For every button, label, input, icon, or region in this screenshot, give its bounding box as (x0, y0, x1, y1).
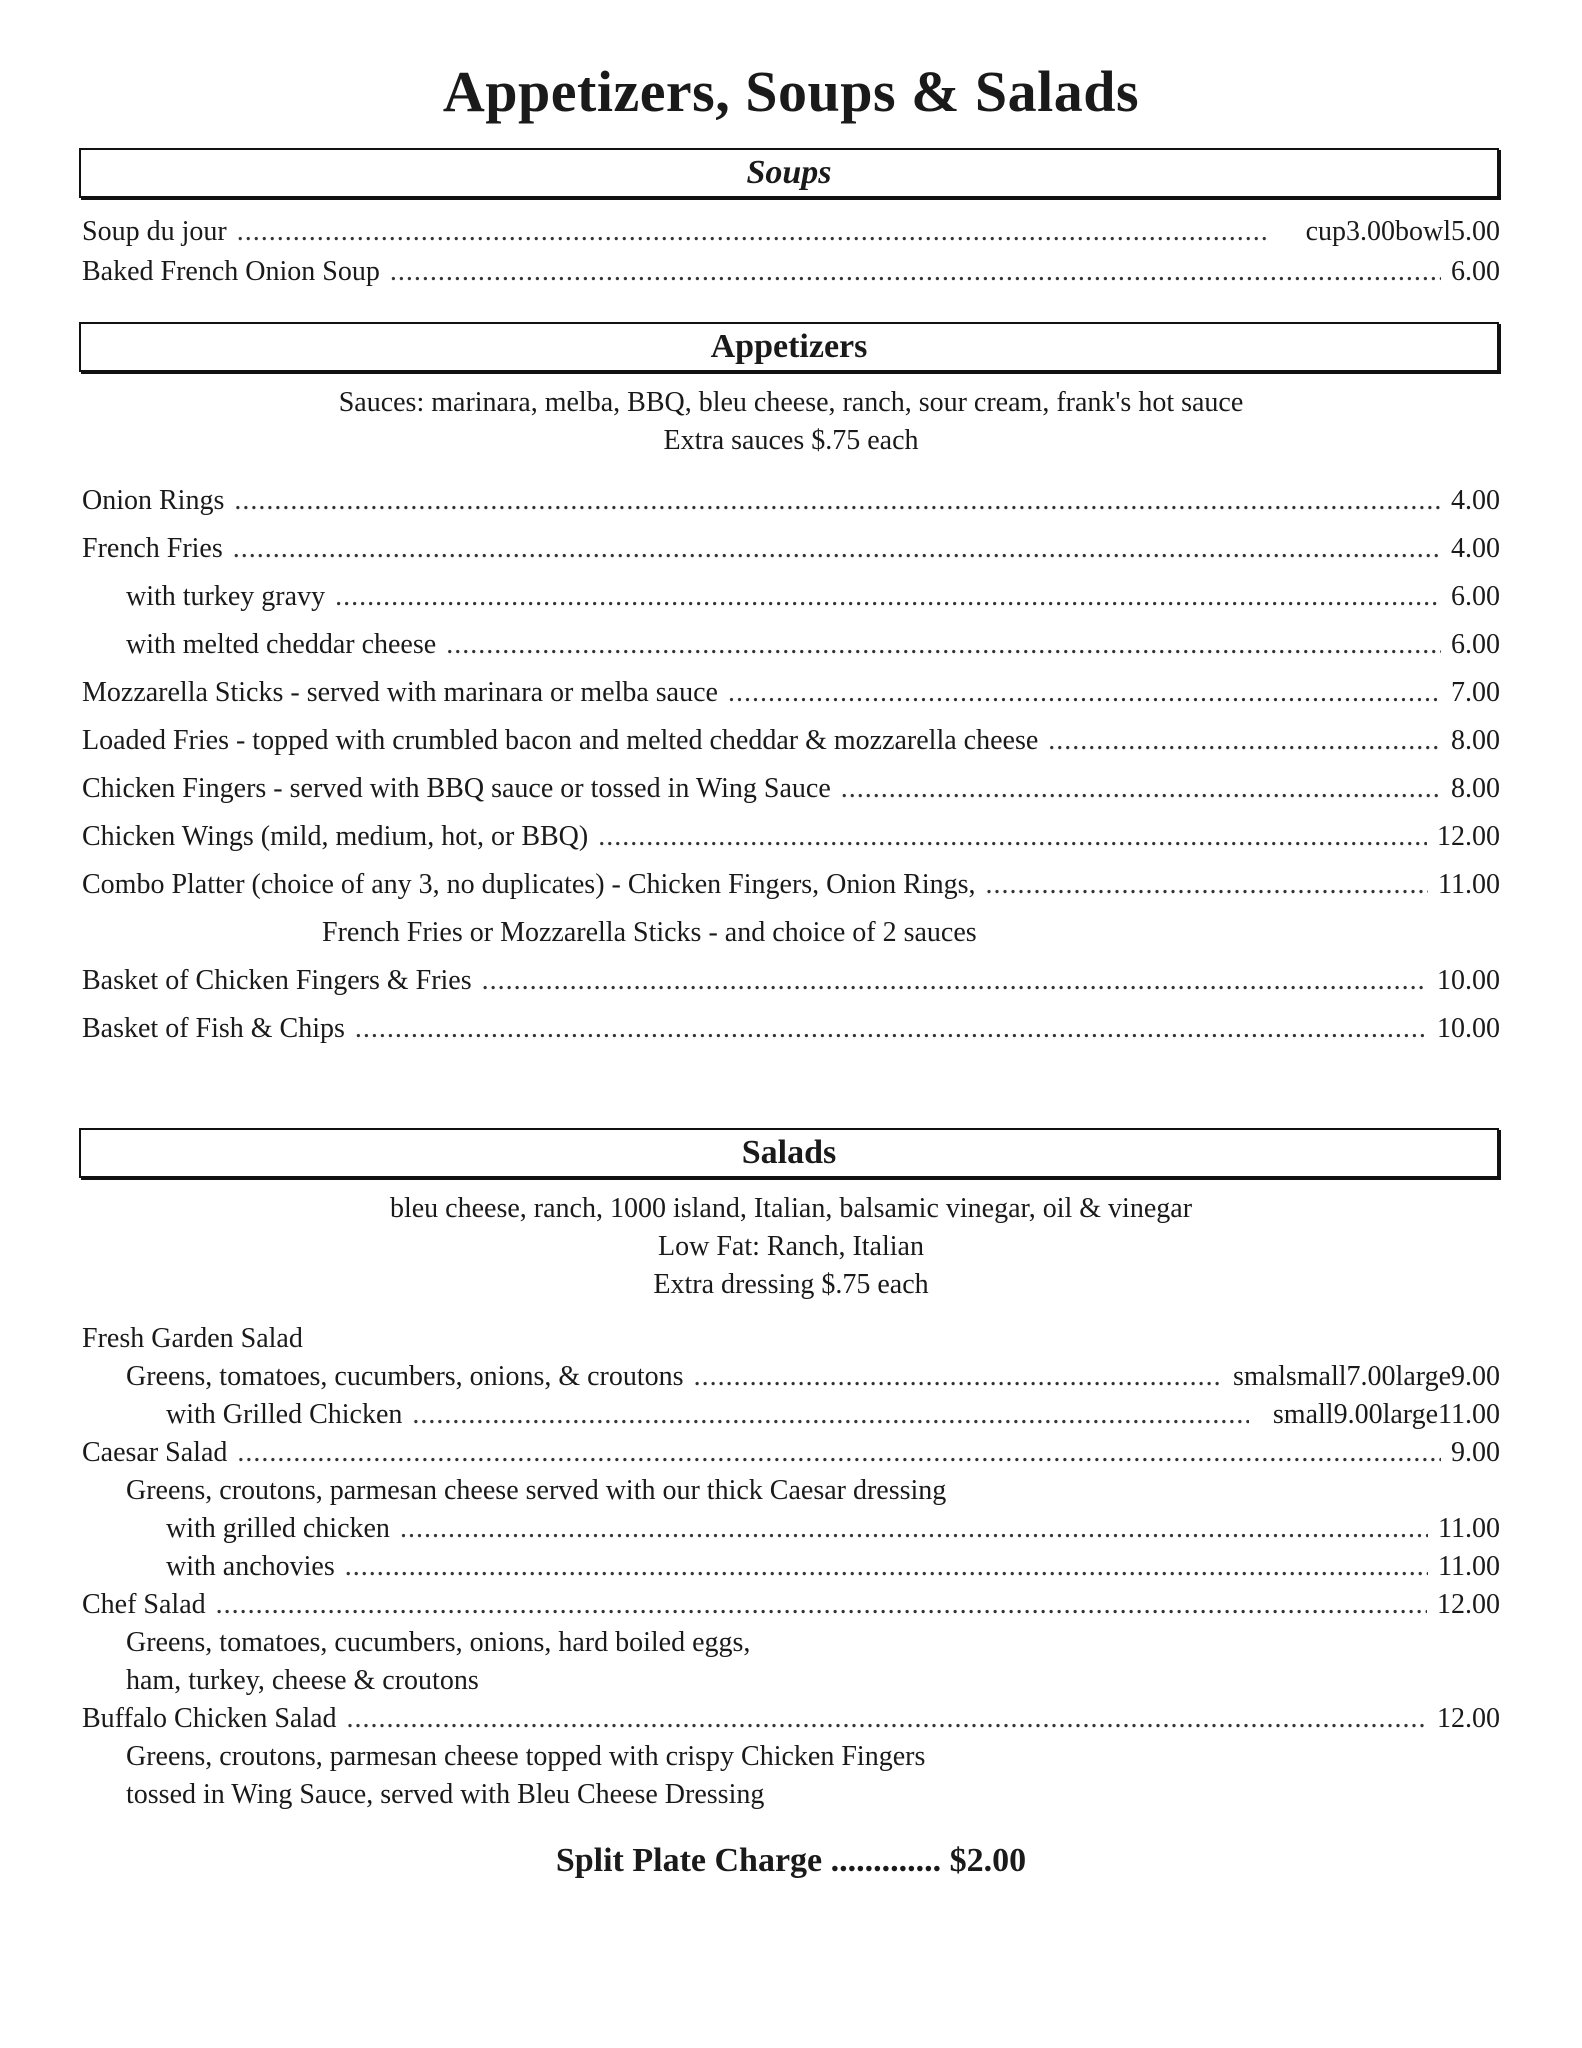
item-name: Greens, tomatoes, cucumbers, onions, & croutons (126, 1361, 684, 1392)
item-price: 9.00 (1451, 1437, 1500, 1468)
extra-sauces-note: Extra sauces $.75 each (663, 425, 919, 456)
item-name: with melted cheddar cheese (126, 629, 437, 660)
item-name: with turkey gravy (126, 581, 326, 612)
item-price: 6.00 (1451, 629, 1500, 660)
chef-desc-2: ham, turkey, cheese & croutons (126, 1665, 479, 1696)
item-name: French Fries (82, 533, 223, 564)
large-label: large (1382, 1399, 1439, 1430)
fresh-garden-row (126, 1358, 1500, 1396)
item-price: 10.00 (1437, 1013, 1500, 1044)
leader-dots (986, 866, 1429, 904)
item-name: Caesar Salad (82, 1437, 228, 1468)
item-price: 6.00 (1451, 256, 1500, 287)
item-price: 12.00 (1437, 1703, 1500, 1734)
item-name: with anchovies (166, 1551, 335, 1582)
split-plate-dots: ............. (830, 1842, 942, 1879)
item-price: 10.00 (1437, 965, 1500, 996)
leader-dots (728, 674, 1441, 712)
item-price: 4.00 (1451, 485, 1500, 516)
item-price: 7.00 (1451, 677, 1500, 708)
leader-dots (446, 626, 1441, 664)
menu-item (82, 962, 1500, 1000)
leader-dots (237, 213, 1266, 251)
salads-heading: Salads (79, 1128, 1499, 1178)
soups-heading: Soups (79, 148, 1499, 198)
caesar-desc: Greens, croutons, parmesan cheese served with our thick Caesar dressing (126, 1475, 947, 1506)
lowfat-note: Low Fat: Ranch, Italian (658, 1231, 924, 1262)
item-price: 8.00 (1451, 725, 1500, 756)
menu-item (82, 770, 1500, 808)
sauces-note: Sauces: marinara, melba, BBQ, bleu cheese, ranch, sour cream, frank's hot sauce (338, 387, 1244, 418)
menu-item-french-onion (82, 253, 1500, 291)
leader-dots (1048, 722, 1441, 760)
item-name: Onion Rings (82, 485, 225, 516)
item-name: Chicken Fingers - served with BBQ sauce or tossed in Wing Sauce (82, 773, 831, 804)
small-price: 9.00 (1333, 1399, 1383, 1430)
small-price: 7.00 (1346, 1361, 1396, 1392)
leader-dots (390, 253, 1441, 291)
item-name: Chef Salad (82, 1589, 206, 1620)
large-price: 11.00 (1438, 1399, 1500, 1430)
item-name: Basket of Fish & Chips (82, 1013, 345, 1044)
chef-desc-1: Greens, tomatoes, cucumbers, onions, hard boiled eggs, (126, 1627, 751, 1658)
item-price: 11.00 (1438, 1513, 1500, 1544)
large-label: large (1395, 1361, 1451, 1392)
menu-item (126, 626, 1500, 664)
leader-dots (355, 1010, 1427, 1048)
leader-dots (216, 1586, 1427, 1624)
extra-dressing-note: Extra dressing $.75 each (653, 1269, 929, 1300)
leader-dots (400, 1510, 1428, 1548)
menu-item (82, 1010, 1500, 1048)
menu-item (82, 482, 1500, 520)
menu-item-chef (82, 1586, 1500, 1624)
bowl-price: 5.00 (1451, 216, 1500, 247)
split-plate-charge (0, 1842, 1582, 1880)
item-price: 6.00 (1451, 581, 1500, 612)
split-plate-label: Split Plate Charge (555, 1842, 823, 1879)
item-price: 11.00 (1438, 1551, 1500, 1582)
menu-item-buffalo (82, 1700, 1500, 1738)
leader-dots (237, 1434, 1441, 1472)
cup-price: 3.00 (1346, 216, 1395, 247)
menu-item-soup-du-jour (82, 213, 1500, 251)
menu-item (82, 530, 1500, 568)
menu-item (82, 674, 1500, 712)
item-name: Mozzarella Sticks - served with marinara or melba sauce (82, 677, 718, 708)
item-price: 12.00 (1437, 821, 1500, 852)
split-plate-price: $2.00 (949, 1842, 1027, 1879)
dressings-note: bleu cheese, ranch, 1000 island, Italian, balsamic vinegar, oil & vinegar (389, 1193, 1193, 1224)
smal-label: smal (1232, 1361, 1286, 1392)
item-price: 4.00 (1451, 533, 1500, 564)
leader-dots (234, 482, 1441, 520)
item-name: Combo Platter (choice of any 3, no duplicates) - Chicken Fingers, Onion Rings, (82, 869, 976, 900)
leader-dots (412, 1396, 1249, 1434)
bowl-label: bowl (1395, 216, 1451, 247)
small-label: small (1285, 1361, 1347, 1392)
menu-item-caesar (82, 1434, 1500, 1472)
menu-item (126, 578, 1500, 616)
fresh-garden-chicken-row (166, 1396, 1500, 1434)
item-name: Buffalo Chicken Salad (82, 1703, 337, 1734)
small-label: small (1272, 1399, 1334, 1430)
menu-item (82, 818, 1500, 856)
leader-dots (841, 770, 1441, 808)
caesar-anchovies-row (166, 1548, 1500, 1586)
menu-item (82, 866, 1500, 904)
item-name: with Grilled Chicken (166, 1399, 403, 1430)
leader-dots (598, 818, 1427, 856)
fresh-garden-name: Fresh Garden Salad (82, 1323, 303, 1354)
item-name: Basket of Chicken Fingers & Fries (82, 965, 472, 996)
large-price: 9.00 (1451, 1361, 1500, 1392)
caesar-chicken-row (166, 1510, 1500, 1548)
leader-dots (345, 1548, 1428, 1586)
appetizers-heading: Appetizers (79, 322, 1499, 372)
item-price: 11.00 (1438, 869, 1500, 900)
combo-continuation: French Fries or Mozzarella Sticks - and choice of 2 sauces (322, 917, 977, 948)
buffalo-desc-2: tossed in Wing Sauce, served with Bleu Cheese Dressing (126, 1779, 765, 1810)
item-name: Loaded Fries - topped with crumbled bacon and melted cheddar & mozzarella cheese (82, 725, 1039, 756)
buffalo-desc-1: Greens, croutons, parmesan cheese topped with crispy Chicken Fingers (126, 1741, 926, 1772)
item-name: Soup du jour (82, 216, 227, 247)
item-price: 12.00 (1437, 1589, 1500, 1620)
page-title: Appetizers, Soups & Salads (442, 59, 1140, 124)
item-name: Baked French Onion Soup (82, 256, 380, 287)
item-name: with grilled chicken (166, 1513, 390, 1544)
leader-dots (347, 1700, 1427, 1738)
leader-dots (335, 578, 1441, 616)
leader-dots (482, 962, 1427, 1000)
menu-item (82, 722, 1500, 760)
leader-dots (233, 530, 1441, 568)
cup-label: cup (1305, 216, 1346, 247)
item-name: Chicken Wings (mild, medium, hot, or BBQ) (82, 821, 589, 852)
item-price: 8.00 (1451, 773, 1500, 804)
leader-dots (694, 1358, 1219, 1396)
